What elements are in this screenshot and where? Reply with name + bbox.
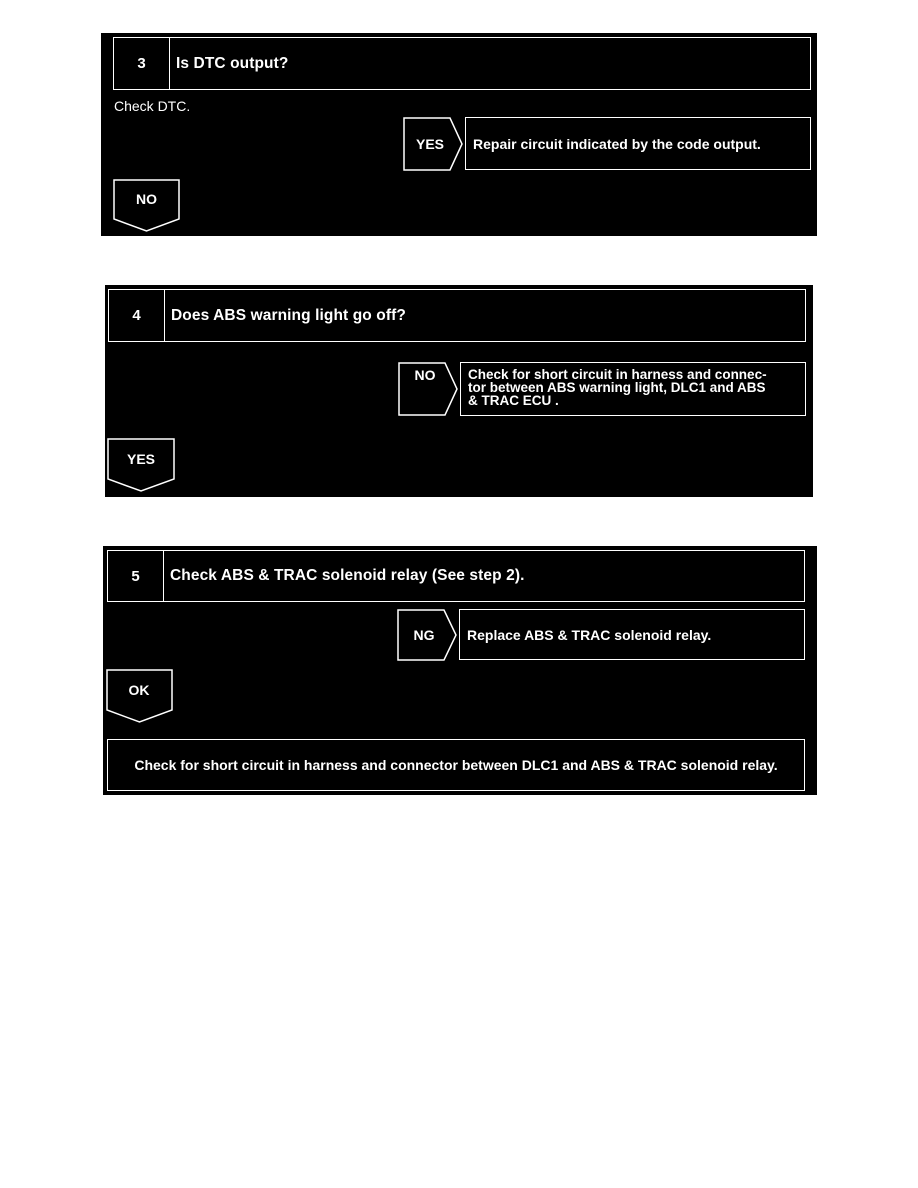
step-5-header: [107, 550, 805, 602]
step-3-branch-result: Repair circuit indicated by the code output.: [465, 117, 811, 170]
step-5-question: Check ABS & TRAC solenoid relay (See step 2).: [170, 567, 525, 584]
step-5-next-label: OK: [128, 682, 150, 698]
step-4-header: [108, 289, 806, 342]
step-4-number: 4: [109, 290, 165, 341]
step-3-question: Is DTC output?: [176, 54, 289, 72]
step-4-panel: [105, 285, 813, 497]
step-4-question: Does ABS warning light go off?: [171, 306, 406, 324]
step-5-branch-label: NG: [413, 627, 435, 643]
step-3-next-label: NO: [136, 191, 157, 207]
step-5-final-action: Check for short circuit in harness and connector between DLC1 and ABS & TRAC solenoid relay.: [107, 739, 805, 791]
step-4-branch-result-line-2: tor between ABS warning light, DLC1 and ABS: [468, 380, 766, 395]
step-5-panel: [103, 546, 817, 795]
step-4-branch-result: [460, 362, 806, 416]
step-5-number: 5: [108, 551, 164, 601]
step-4-branch-label: NO: [414, 367, 436, 383]
step-4-next-label: YES: [126, 451, 155, 467]
step-4-branch-result-line-1: Check for short circuit in harness and connec-: [468, 367, 767, 382]
step-3-note: Check DTC.: [114, 98, 191, 114]
step-4-branch-result-line-3: & TRAC ECU .: [468, 393, 559, 408]
step-3-branch-label: YES: [415, 136, 444, 152]
step-5-branch-result: Replace ABS & TRAC solenoid relay.: [459, 609, 805, 660]
step-3-header: [113, 37, 811, 90]
step-3-panel: [101, 33, 817, 236]
step-3-number: 3: [114, 38, 170, 89]
